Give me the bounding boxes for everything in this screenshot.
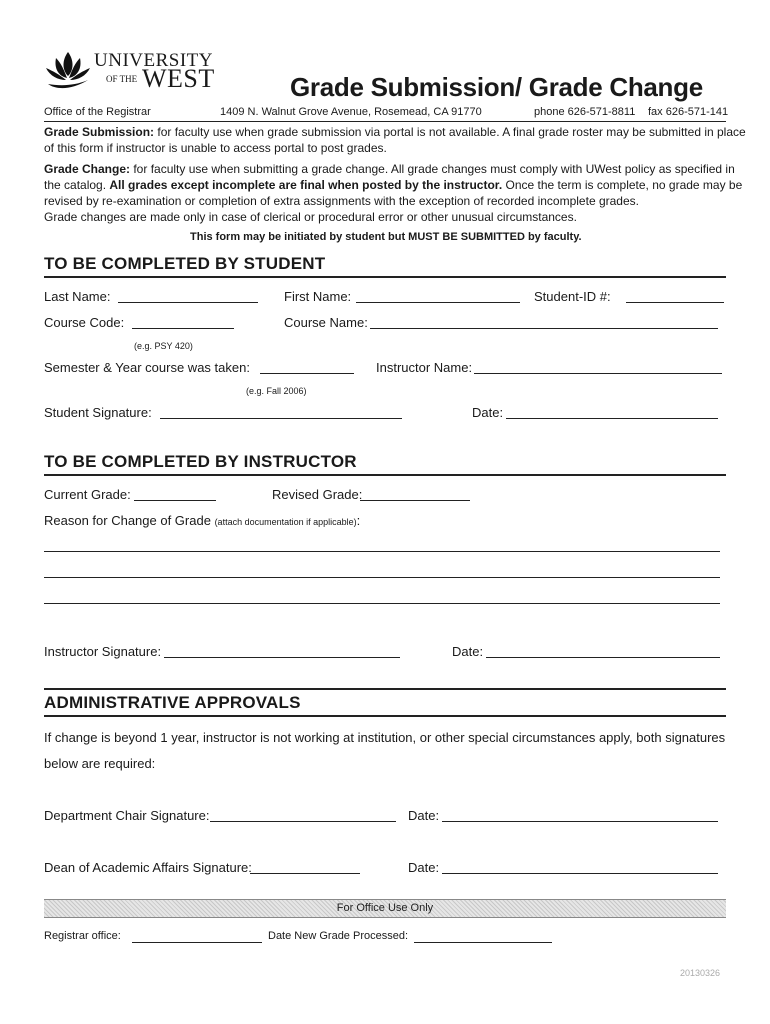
- submission-text-2: of this form if instructor is unable to access portal to post grades.: [44, 141, 387, 155]
- admin-note-1: If change is beyond 1 year, instructor is not working at institution, or other special circumstances apply, both signatures: [44, 730, 726, 745]
- instructor-signature-label: Instructor Signature:: [44, 644, 162, 659]
- dean-date-field[interactable]: [442, 873, 718, 874]
- revised-grade-field[interactable]: [360, 500, 470, 501]
- submission-notice: This form may be initiated by student but MUST BE SUBMITTED by faculty.: [190, 231, 582, 243]
- instructor-date-field[interactable]: [486, 657, 720, 658]
- instructor-section-heading: TO BE COMPLETED BY INSTRUCTOR: [44, 452, 357, 471]
- office-fax: fax 626-571-141: [648, 106, 729, 118]
- university-logo: [42, 44, 214, 98]
- submission-text-1: for faculty use when grade submission via portal is not available. A final grade roster may be submitted in place: [154, 125, 746, 139]
- course-name-field[interactable]: [370, 328, 718, 329]
- admin-section-heading: ADMINISTRATIVE APPROVALS: [44, 693, 301, 712]
- change-text-1: for faculty use when submitting a grade change. All grade changes must comply with UWest policy as specified in: [130, 162, 735, 176]
- student-date-label: Date:: [472, 405, 504, 420]
- office-name: Office of the Registrar: [44, 106, 151, 118]
- change-text-2c: Once the term is complete, no grade may be: [502, 178, 743, 192]
- reason-line-3[interactable]: [44, 603, 720, 604]
- student-section-rule: [44, 276, 726, 278]
- date-processed-label: Date New Grade Processed:: [268, 930, 409, 942]
- instructor-date-label: Date:: [452, 644, 484, 659]
- page-title: Grade Submission/ Grade Change: [290, 72, 703, 102]
- student-date-field[interactable]: [506, 418, 718, 419]
- last-name-label: Last Name:: [44, 289, 111, 304]
- chair-date-label: Date:: [408, 808, 440, 823]
- first-name-label: First Name:: [284, 289, 352, 304]
- change-text-2b: All grades except incomplete are final when posted by the instructor.: [109, 178, 503, 192]
- intro-change: [44, 161, 743, 225]
- change-text-3: revised by re-examination or completion of extra assignments with the exception of recorded incomplete grades.: [44, 194, 639, 208]
- office-use-label: For Office Use Only: [336, 902, 434, 914]
- course-code-label: Course Code:: [44, 315, 125, 330]
- registrar-office-field[interactable]: [132, 942, 262, 943]
- reason-label: [44, 513, 360, 528]
- dean-signature-label: Dean of Academic Affairs Signature:: [44, 860, 252, 875]
- instructor-name-label: Instructor Name:: [376, 360, 473, 375]
- first-name-field[interactable]: [356, 302, 520, 303]
- office-phone: phone 626-571-8811: [534, 106, 636, 118]
- logo-line-west: WEST: [142, 64, 215, 93]
- lotus-icon: [42, 44, 94, 94]
- registrar-office-label: Registrar office:: [44, 930, 121, 942]
- reason-hint: (attach documentation if applicable): [214, 517, 357, 527]
- reason-line-1[interactable]: [44, 551, 720, 552]
- course-code-hint: (e.g. PSY 420): [134, 341, 193, 351]
- semester-label: Semester & Year course was taken:: [44, 360, 250, 375]
- logo-line-of-the: OF THE: [106, 74, 138, 84]
- reason-line-2[interactable]: [44, 577, 720, 578]
- change-text-2a: the catalog.: [44, 178, 110, 192]
- intro-submission: [44, 124, 746, 156]
- office-address: 1409 N. Walnut Grove Avenue, Rosemead, CA 91770: [220, 106, 482, 118]
- date-processed-field[interactable]: [414, 942, 552, 943]
- change-label: Grade Change:: [44, 162, 131, 176]
- current-grade-field[interactable]: [134, 500, 216, 501]
- dean-date-label: Date:: [408, 860, 440, 875]
- reason-text: Reason for Change of Grade: [44, 513, 215, 528]
- instructor-section-rule: [44, 474, 726, 476]
- instructor-name-field[interactable]: [474, 373, 722, 374]
- last-name-field[interactable]: [118, 302, 258, 303]
- student-id-field[interactable]: [626, 302, 724, 303]
- student-signature-field[interactable]: [160, 418, 402, 419]
- admin-note-2: below are required:: [44, 756, 156, 771]
- student-id-label: Student-ID #:: [534, 289, 611, 304]
- student-section-heading: TO BE COMPLETED BY STUDENT: [44, 254, 326, 273]
- chair-date-field[interactable]: [442, 821, 718, 822]
- admin-top-rule: [44, 688, 726, 690]
- current-grade-label: Current Grade:: [44, 487, 131, 502]
- course-name-label: Course Name:: [284, 315, 368, 330]
- semester-hint: (e.g. Fall 2006): [246, 386, 307, 396]
- reason-colon: :: [356, 513, 361, 528]
- instructor-signature-field[interactable]: [164, 657, 400, 658]
- admin-section-rule: [44, 715, 726, 717]
- student-signature-label: Student Signature:: [44, 405, 152, 420]
- form-code: 20130326: [680, 968, 721, 978]
- logo-line-university: UNIVERSITY: [94, 50, 213, 71]
- revised-grade-label: Revised Grade:: [272, 487, 363, 502]
- change-text-4: Grade changes are made only in case of clerical or procedural error or other unusual circumstances.: [44, 210, 577, 224]
- chair-signature-field[interactable]: [210, 821, 396, 822]
- header-divider: [44, 121, 726, 122]
- chair-signature-label: Department Chair Signature:: [44, 808, 210, 823]
- office-use-banner: [44, 899, 726, 918]
- submission-label: Grade Submission:: [44, 125, 155, 139]
- semester-field[interactable]: [260, 373, 354, 374]
- dean-signature-field[interactable]: [250, 873, 360, 874]
- course-code-field[interactable]: [132, 328, 234, 329]
